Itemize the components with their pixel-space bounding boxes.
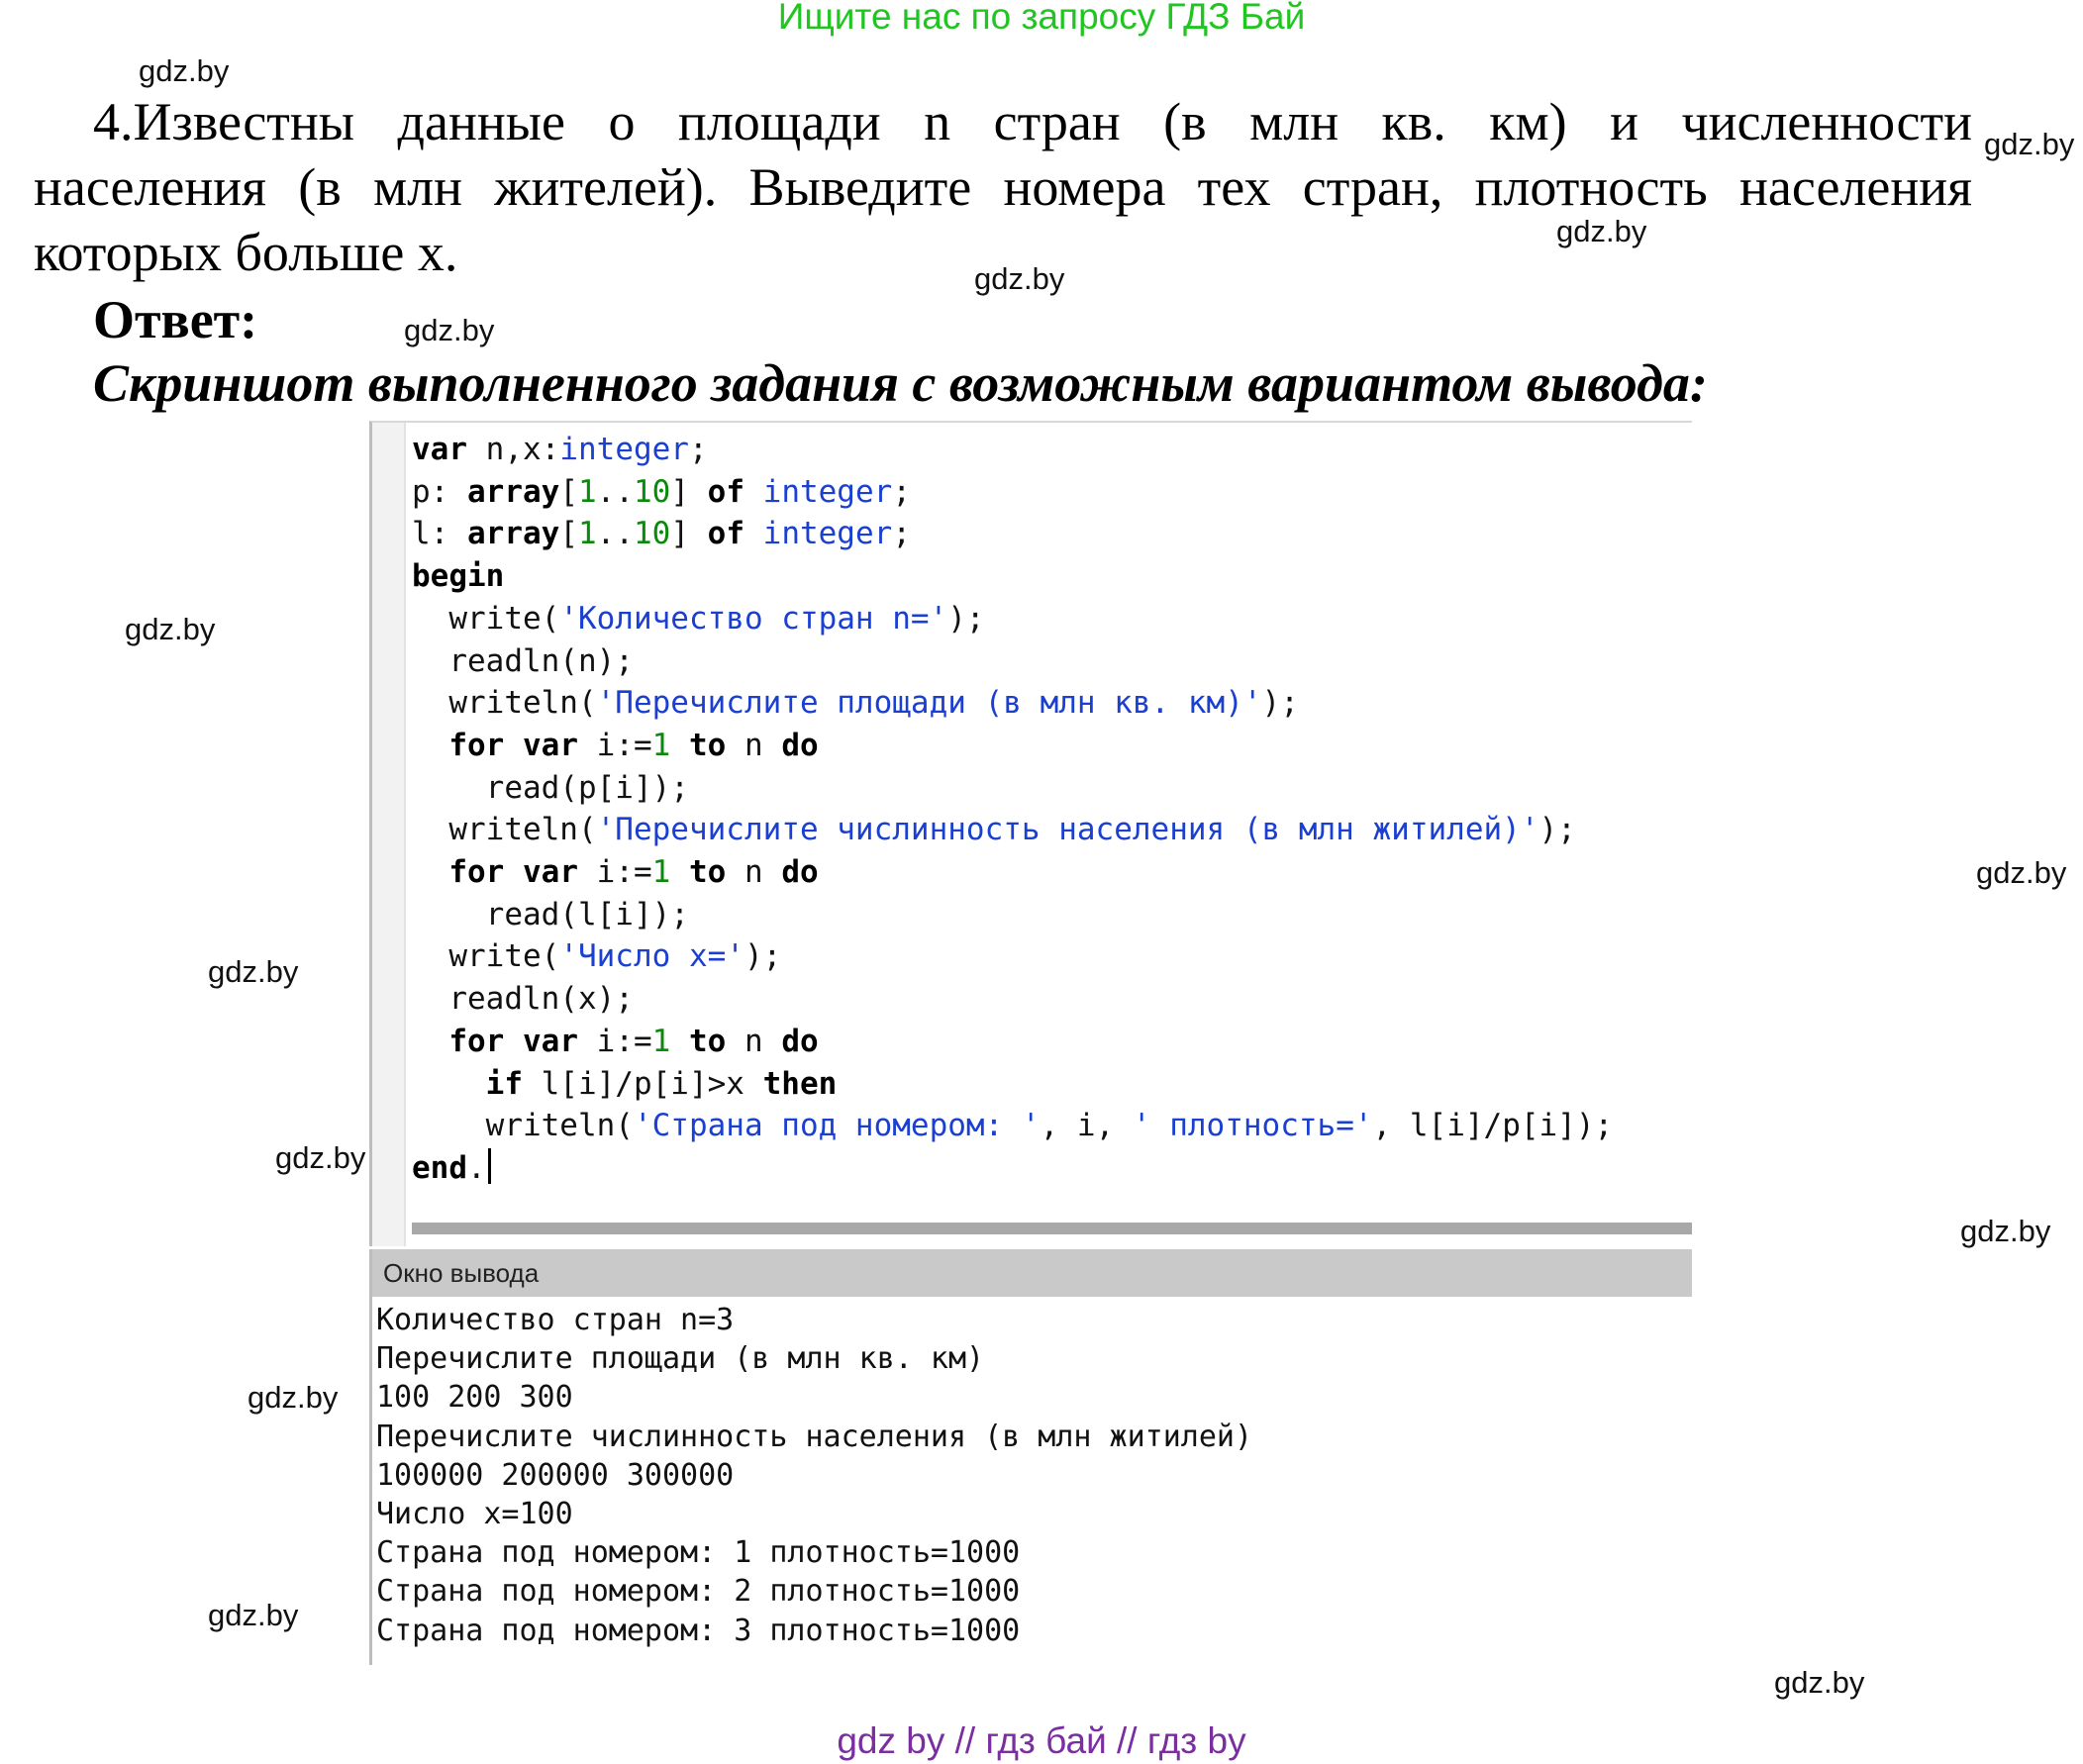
output-line: Страна под номером: 2 плотность=1000 — [376, 1574, 1021, 1610]
site-footer: gdz by // гдз бай // гдз by — [837, 1720, 1246, 1761]
code-line: writeln('Перечислите числинность населения (в млн житилей)'); — [412, 812, 1576, 848]
code-line: write('Число x='); — [412, 938, 782, 975]
code-line: for var i:=1 to n do — [448, 854, 819, 891]
code-line: write('Количество стран n='); — [412, 600, 985, 637]
watermark: gdz.by — [1976, 855, 2067, 890]
code-line: begin — [412, 558, 505, 595]
editor-gutter — [372, 423, 406, 1246]
watermark: gdz.by — [125, 612, 216, 646]
task-statement — [34, 89, 1972, 285]
code-line: var n,x:integer; — [412, 432, 708, 467]
answer-label: Ответ: — [93, 290, 258, 349]
watermark: gdz.by — [275, 1140, 366, 1175]
watermark: gdz.by — [1556, 214, 1647, 248]
output-line: Количество стран n=3 — [376, 1303, 735, 1337]
task-line-3: которых больше x. — [34, 223, 458, 282]
output-window — [369, 1249, 1692, 1665]
horizontal-scrollbar[interactable] — [412, 1223, 1692, 1234]
code-line: read(l[i]); — [412, 896, 689, 932]
output-line: Страна под номером: 3 плотность=1000 — [376, 1613, 1021, 1648]
watermark: gdz.by — [974, 261, 1065, 296]
output-line: Перечислите площади (в млн кв. км) — [376, 1341, 985, 1377]
site-banner: Ищите нас по запросу ГДЗ Бай — [777, 0, 1306, 37]
watermark: gdz.by — [208, 1598, 299, 1632]
code-line: for var i:=1 to n do — [448, 727, 819, 763]
code-text — [412, 429, 1613, 1190]
code-editor[interactable] — [369, 421, 1692, 1246]
watermark: gdz.by — [248, 1380, 339, 1415]
code-line: writeln('Страна под номером: ', i, ' плотность=', l[i]/p[i]); — [412, 1108, 1614, 1144]
code-line: readln(n); — [412, 642, 634, 679]
text-cursor — [488, 1148, 491, 1184]
output-line: Страна под номером: 1 плотность=1000 — [376, 1535, 1021, 1571]
code-line: read(p[i]); — [412, 769, 689, 806]
watermark: gdz.by — [404, 313, 495, 347]
watermark: gdz.by — [208, 954, 299, 989]
code-line: l: array[1..10] of integer; — [412, 516, 911, 552]
task-line-2: населения (в млн жителей). Выведите номера тех стран, плотность населения — [34, 157, 1972, 217]
output-line: Перечислите числинность населения (в млн житилей) — [376, 1419, 1253, 1454]
watermark: gdz.by — [1960, 1214, 2051, 1248]
output-line: 100 200 300 — [376, 1380, 573, 1416]
code-line: readln(x); — [412, 981, 634, 1018]
code-line: end. — [412, 1150, 491, 1186]
watermark: gdz.by — [1984, 127, 2075, 161]
output-text — [376, 1301, 1252, 1650]
task-line-1: 4.Известны данные о площади n стран (в млн кв. км) и численности — [93, 92, 1972, 151]
watermark: gdz.by — [1774, 1665, 1865, 1700]
output-line: Число x=100 — [376, 1497, 573, 1532]
code-line: p: array[1..10] of integer; — [412, 473, 911, 510]
watermark: gdz.by — [139, 53, 230, 88]
output-line: 100000 200000 300000 — [376, 1457, 735, 1493]
output-window-title: Окно вывода — [372, 1249, 1692, 1297]
code-line: for var i:=1 to n do — [448, 1023, 819, 1059]
screenshot-caption: Скриншот выполненного задания с возможным вариантом вывода: — [93, 353, 1708, 413]
code-line: if l[i]/p[i]>x then — [485, 1065, 838, 1102]
code-line: writeln('Перечислите площади (в млн кв. км)'); — [412, 685, 1299, 722]
